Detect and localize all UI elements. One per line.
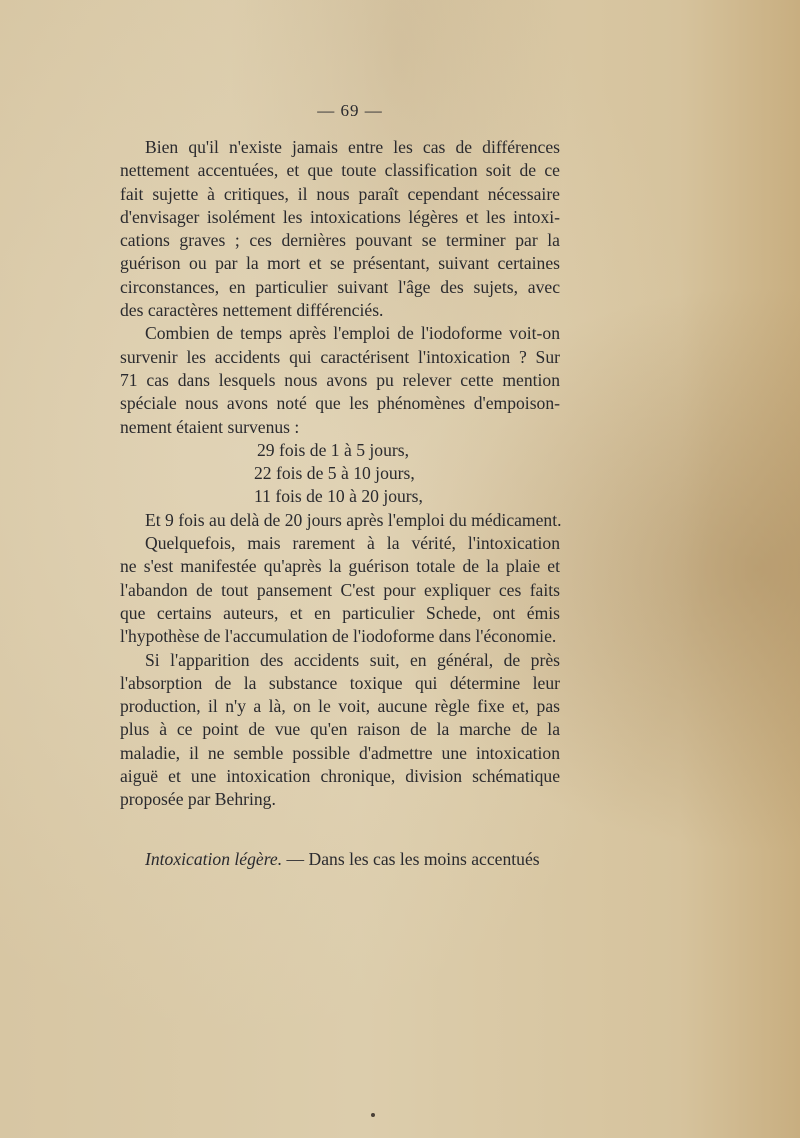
text-line: que certains auteurs, et en particulier Schede, ont émis bbox=[120, 602, 560, 623]
subheading-title: Intoxication légère. bbox=[145, 848, 283, 869]
text-line: plus à ce point de vue qu'en raison de la marche de la bbox=[120, 719, 560, 740]
text-line: 71 cas dans lesquels nous avons pu relever cette mention bbox=[120, 369, 560, 390]
text-line: production, il n'y a là, on le voit, aucune règle fixe et, pas bbox=[120, 696, 560, 717]
text-line: Si l'apparition des accidents suit, en général, de près bbox=[145, 649, 560, 670]
text-line: Combien de temps après l'emploi de l'iodoforme voit-on bbox=[145, 323, 560, 344]
text-line: maladie, il ne semble possible d'admettre une intoxication bbox=[120, 742, 560, 763]
list-item: 11 fois de 10 à 20 jours, bbox=[254, 486, 423, 507]
text-line: proposée par Behring. bbox=[120, 789, 276, 810]
list-item: 22 fois de 5 à 10 jours, bbox=[254, 463, 415, 484]
page-number: — 69 — bbox=[317, 101, 383, 120]
text-line: l'abandon de tout pansement C'est pour expliquer ces faits bbox=[120, 579, 560, 600]
text-line: cations graves ; ces dernières pouvant se terminer par la bbox=[120, 230, 560, 251]
text-line: nement étaient survenus : bbox=[120, 416, 300, 437]
text-line: guérison ou par la mort et se présentant, suivant certaines bbox=[120, 253, 560, 274]
section-subheading bbox=[120, 848, 560, 871]
text-line: spéciale nous avons noté que les phénomènes d'empoison- bbox=[120, 393, 560, 414]
text-line: fait sujette à critiques, il nous paraît cependant nécessaire bbox=[120, 183, 560, 204]
text-line: nettement accentuées, et que toute classification soit de ce bbox=[120, 160, 560, 181]
ink-dot bbox=[371, 1113, 375, 1117]
text-line: Et 9 fois au delà de 20 jours après l'emploi du médicament. bbox=[145, 509, 562, 530]
text-line: Quelquefois, mais rarement à la vérité, l'intoxication bbox=[145, 533, 560, 554]
body-text bbox=[120, 136, 560, 871]
text-line: aiguë et une intoxication chronique, division schématique bbox=[120, 766, 560, 787]
text-line: Bien qu'il n'existe jamais entre les cas de différences bbox=[145, 137, 560, 157]
text-line: d'envisager isolément les intoxications légères et les intoxi- bbox=[120, 206, 560, 227]
text-line: l'absorption de la substance toxique qui détermine leur bbox=[120, 672, 560, 693]
subheading-text: — Dans les cas les moins accentués bbox=[282, 848, 540, 869]
text-line: l'hypothèse de l'accumulation de l'iodoforme dans l'économie. bbox=[120, 626, 557, 647]
text-line: circonstances, en particulier suivant l'âge des sujets, avec bbox=[120, 276, 560, 297]
text-line: ne s'est manifestée qu'après la guérison totale de la plaie et bbox=[120, 556, 560, 577]
text-line: survenir les accidents qui caractérisent l'intoxication ? Sur bbox=[120, 346, 560, 367]
text-line: des caractères nettement différenciés. bbox=[120, 300, 384, 321]
list-item: 29 fois de 1 à 5 jours, bbox=[257, 439, 409, 460]
